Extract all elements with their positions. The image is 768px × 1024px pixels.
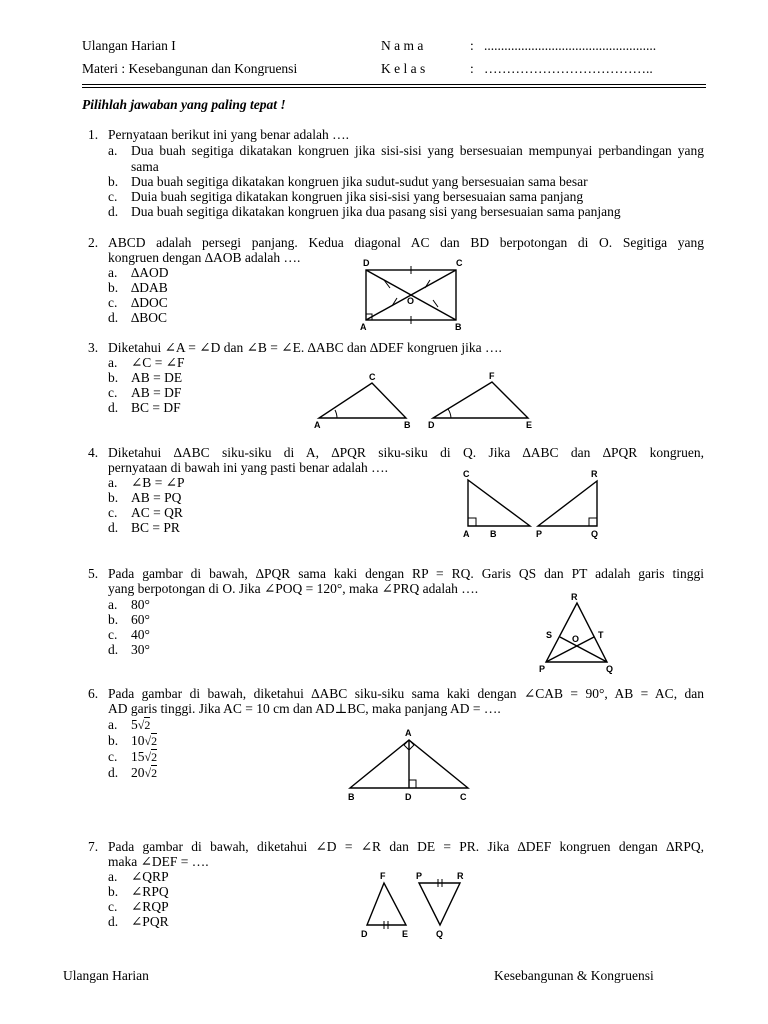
option-letter: a. [108, 475, 118, 490]
option-a [108, 475, 185, 491]
option-text: ∠PQR [131, 914, 169, 929]
label-b: B [490, 529, 497, 539]
label-a: A [360, 322, 367, 332]
nama-field-dots: ................................................... [484, 38, 657, 53]
label-f: F [489, 371, 495, 381]
option-text: ∠C = ∠F [131, 355, 185, 370]
option-letter: a. [108, 265, 118, 280]
label-t: T [598, 630, 604, 640]
option-a [108, 717, 150, 734]
option-c [108, 899, 169, 915]
option-d [108, 765, 157, 782]
option-text: AB = DE [131, 370, 183, 385]
option-letter: d. [108, 914, 119, 929]
question-number: 4. [88, 445, 99, 460]
option-letter: a. [108, 143, 118, 158]
label-r: R [591, 469, 598, 479]
footer-right: Kesebangunan & Kongruensi [494, 968, 654, 983]
header-rule-bottom [82, 87, 706, 88]
option-text: ∠QRP [131, 869, 169, 884]
label-q: Q [591, 529, 599, 539]
option-letter: b. [108, 174, 119, 189]
option-text: ∠RQP [131, 899, 169, 914]
option-c [108, 505, 183, 521]
option-b [108, 370, 182, 386]
question-number: 2. [88, 235, 99, 250]
option-letter: d. [108, 765, 119, 780]
option-radicand: 2 [151, 750, 158, 764]
option-text: BC = PR [131, 520, 180, 535]
option-letter: b. [108, 370, 119, 385]
option-letter: a. [108, 355, 118, 370]
label-c: C [460, 792, 467, 802]
label-q: Q [606, 664, 614, 674]
option-d [108, 520, 180, 536]
kelas-field-dots: ……………………………….. [484, 61, 653, 76]
instruction: Pilihlah jawaban yang paling tepat ! [82, 97, 286, 112]
question-text: Pada gambar di bawah, diketahui ∠D = ∠R dan DE = PR. Jika ∆DEF kongruen dengan ∆RPQ, [108, 839, 704, 854]
header-exam-title: Ulangan Harian I [82, 38, 176, 53]
nama-colon: : [470, 38, 474, 53]
option-text: 40° [131, 627, 150, 642]
option-radicand: 2 [151, 766, 158, 780]
header-rule-top [82, 84, 706, 85]
nama-label: N a m a [381, 38, 424, 53]
label-r: R [457, 871, 464, 881]
option-b [108, 280, 168, 296]
footer-left: Ulangan Harian [63, 968, 149, 983]
option-letter: b. [108, 733, 119, 748]
sqrt-icon: √ [144, 750, 152, 764]
label-b: B [455, 322, 462, 332]
question-text: Pada gambar di bawah, diketahui ∆ABC siku-siku sama kaki dengan ∠CAB = 90°, AB = AC, dan [108, 686, 704, 701]
option-c [108, 385, 181, 401]
option-b [108, 490, 181, 506]
label-c: C [369, 372, 376, 382]
option-d [108, 642, 150, 658]
label-a: A [463, 529, 470, 539]
label-p: P [539, 664, 546, 674]
option-coef: 5 [131, 717, 138, 732]
label-e: E [526, 420, 533, 430]
label-d: D [428, 420, 435, 430]
label-d: D [363, 258, 370, 268]
question-text-cont: kongruen dengan ∆AOB adalah …. [108, 250, 301, 265]
option-c [108, 749, 157, 766]
option-coef: 20 [131, 765, 145, 780]
kelas-colon: : [470, 61, 474, 76]
option-d [108, 310, 167, 326]
option-text: ∠RPQ [131, 884, 169, 899]
option-letter: c. [108, 627, 118, 642]
option-a [108, 265, 169, 281]
option-d [108, 400, 181, 416]
option-a [108, 597, 150, 613]
option-letter: a. [108, 597, 118, 612]
option-text: ∆DAB [131, 280, 168, 295]
option-text: Duia buah segitiga dikatakan kongruen jika sisi-sisi yang bersesuaian sama panjang [131, 189, 584, 204]
label-d: D [405, 792, 412, 802]
option-letter: d. [108, 204, 119, 219]
question-number: 5. [88, 566, 99, 581]
label-b: B [404, 420, 411, 430]
option-text: ∆DOC [131, 295, 168, 310]
option-b [108, 733, 157, 750]
header-materi: Materi : Kesebangunan dan Kongruensi [82, 61, 298, 76]
sqrt-icon: √ [144, 734, 152, 748]
label-d: D [361, 929, 368, 939]
sqrt-icon: √ [137, 718, 145, 732]
label-f: F [380, 871, 386, 881]
option-c [108, 295, 168, 311]
option-letter: c. [108, 749, 118, 764]
option-b [108, 884, 169, 900]
question-number: 1. [88, 127, 99, 142]
option-a [108, 355, 185, 371]
option-text: BC = DF [131, 400, 181, 415]
question-number: 6. [88, 686, 99, 701]
option-text: 80° [131, 597, 150, 612]
option-coef: 10 [131, 733, 145, 748]
question-text: Diketahui ∠A = ∠D dan ∠B = ∠E. ∆ABC dan ∆DEF kongruen jika …. [108, 340, 502, 355]
option-letter: a. [108, 717, 118, 732]
option-text: Dua buah segitiga dikatakan kongruen jika sisi-sisi yang bersesuaian mempunyai perbandingan yang sama [131, 143, 704, 174]
option-letter: c. [108, 899, 118, 914]
option-letter: b. [108, 490, 119, 505]
label-o: O [572, 634, 580, 644]
option-letter: d. [108, 642, 119, 657]
option-text: 60° [131, 612, 150, 627]
option-text: ∆BOC [131, 310, 168, 325]
option-coef: 15 [131, 749, 145, 764]
option-c [108, 627, 150, 643]
option-text: AB = DF [131, 385, 182, 400]
label-p: P [416, 871, 423, 881]
option-d [108, 914, 169, 930]
question-text: Diketahui ∆ABC siku-siku di A, ∆PQR siku-siku di Q. Jika ∆ABC dan ∆PQR kongruen, [108, 445, 704, 460]
option-letter: d. [108, 400, 119, 415]
option-a [108, 869, 169, 885]
label-o: O [407, 296, 415, 306]
label-a: A [314, 420, 321, 430]
label-p: P [536, 529, 543, 539]
label-e: E [402, 929, 409, 939]
kelas-label: K e l a s [381, 61, 426, 76]
option-letter: d. [108, 520, 119, 535]
label-c: C [463, 469, 470, 479]
option-text: 30° [131, 642, 150, 657]
label-q: Q [436, 929, 444, 939]
question-text-cont: yang berpotongan di O. Jika ∠POQ = 120°, maka ∠PRQ adalah …. [108, 581, 479, 596]
option-radicand: 2 [151, 734, 158, 748]
label-r: R [571, 592, 578, 602]
option-letter: a. [108, 869, 118, 884]
question-text: ABCD adalah persegi panjang. Kedua diagonal AC dan BD berpotongan di O. Segitiga yang [108, 235, 704, 250]
option-text: Dua buah segitiga dikatakan kongruen jika sudut-sudut yang bersesuaian sama besar [131, 174, 588, 189]
question-number: 7. [88, 839, 99, 854]
option-text: AC = QR [131, 505, 183, 520]
question-number: 3. [88, 340, 99, 355]
question-text-cont: pernyataan di bawah ini yang pasti benar adalah …. [108, 460, 389, 475]
option-text: ∆AOD [131, 265, 169, 280]
question-text-cont: maka ∠DEF = …. [108, 854, 209, 869]
option-letter: c. [108, 385, 118, 400]
option-letter: c. [108, 295, 118, 310]
question-text: Pada gambar di bawah, ∆PQR sama kaki dengan RP = RQ. Garis QS dan PT adalah garis tinggi [108, 566, 704, 581]
option-text: ∠B = ∠P [131, 475, 185, 490]
option-letter: b. [108, 612, 119, 627]
option-text: Dua buah segitiga dikatakan kongruen jika dua pasang sisi yang bersesuaian sama panjang [131, 204, 621, 219]
option-text: AB = PQ [131, 490, 182, 505]
option-letter: b. [108, 884, 119, 899]
label-s: S [546, 630, 553, 640]
option-radicand: 2 [144, 718, 151, 732]
option-letter: d. [108, 310, 119, 325]
option-letter: c. [108, 505, 118, 520]
sqrt-icon: √ [144, 766, 152, 780]
question-text-cont: AD garis tinggi. Jika AC = 10 cm dan AD⊥BC, maka panjang AD = …. [108, 701, 501, 716]
label-b: B [348, 792, 355, 802]
label-c: C [456, 258, 463, 268]
question-text: Pernyataan berikut ini yang benar adalah …. [108, 127, 350, 142]
option-letter: b. [108, 280, 119, 295]
option-b [108, 612, 150, 628]
label-a: A [405, 728, 412, 738]
option-letter: c. [108, 189, 118, 204]
